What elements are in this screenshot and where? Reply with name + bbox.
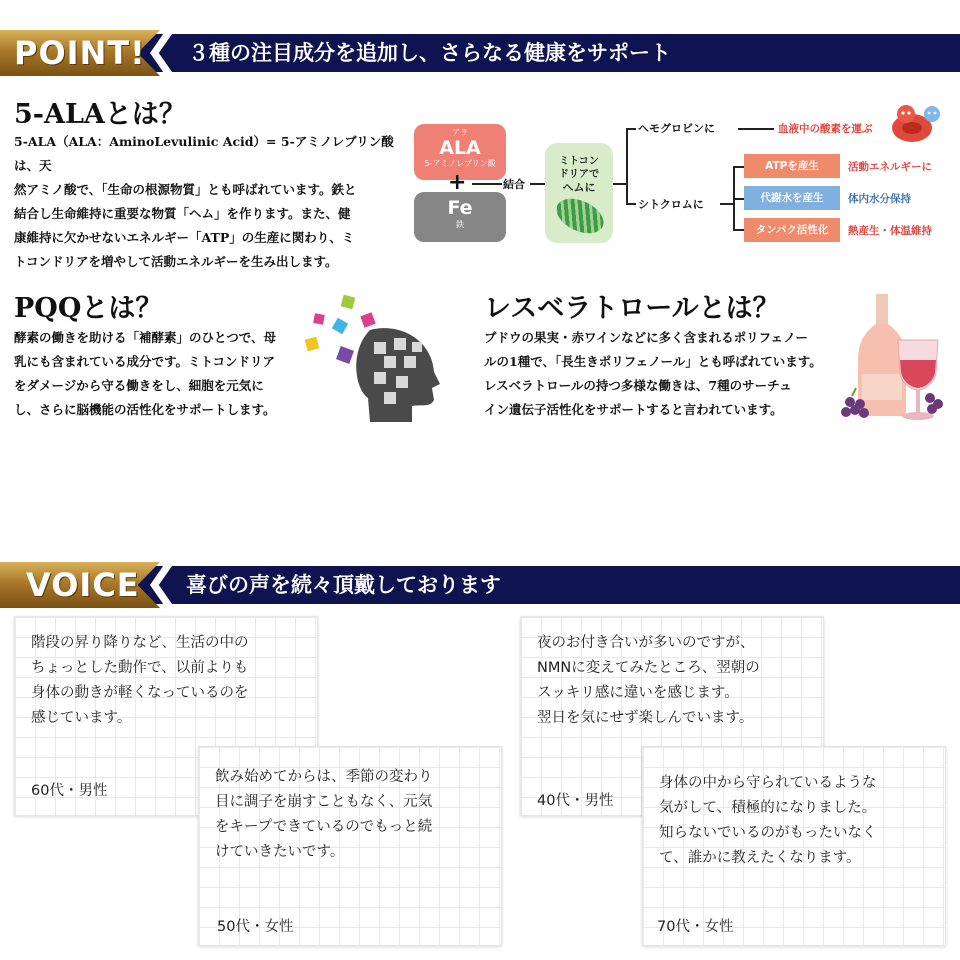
connector-line	[738, 128, 774, 130]
voice-title: 喜びの声を続々頂戴しております	[186, 572, 501, 597]
testimonial-line: 階段の昇り降りなど、生活の中の	[31, 635, 249, 651]
testimonial-line: 身体の中から守られているような	[659, 775, 877, 791]
ala-body-line: 然アミノ酸で、「生命の根源物質」とも呼ばれています。鉄と	[14, 182, 357, 197]
resveratrol-body-line: ルの1種で、「長生きポリフェノール」とも呼ばれています。	[484, 354, 822, 369]
connector-line	[626, 128, 628, 204]
fe-box	[414, 192, 506, 242]
testimonial-line: をキープできているのでもっと続	[215, 819, 433, 835]
testimonial-line: ちょっとした動作で、以前よりも	[31, 660, 249, 676]
mito-line: ミトコン	[559, 156, 599, 167]
output-effect-energy: 活動エネルギーに	[848, 161, 932, 173]
pqq-heading: PQQとは？	[14, 293, 163, 324]
testimonial-line: 翌日を気にせず楽しんでいます。	[537, 710, 754, 726]
resveratrol-body-line: レスベラトロールの持つ多様な働きは、7種のサーチュ	[484, 378, 792, 393]
fe-sub: 鉄	[456, 220, 464, 229]
connector-line	[472, 183, 502, 185]
testimonial-age: 70代・女性	[657, 919, 734, 935]
blood-cell-icon	[884, 100, 946, 146]
wine-bottle-glass-icon	[838, 290, 950, 424]
output-pill-protein: タンパク活性化	[744, 218, 840, 242]
testimonial-line: NMNに変えてみたところ、翌朝の	[537, 660, 760, 676]
mito-line: ヘムに	[562, 181, 596, 194]
testimonial-age: 60代・男性	[31, 783, 108, 799]
testimonial-line: 夜のお付き合いが多いのですが、	[537, 635, 755, 651]
mitochondria-box	[545, 143, 613, 243]
resveratrol-body	[484, 326, 844, 422]
ala-name: ALA	[439, 137, 481, 159]
resveratrol-body-line: ブドウの果実・赤ワインなどに多く含まれるポリフェノー	[484, 330, 808, 345]
testimonial-line: 知らないでいるのがもったいなく	[659, 825, 877, 841]
testimonial-line: けていきたいです。	[215, 844, 345, 860]
ala-body-line: 結合し生命維持に重要な物質「ヘム」を作ります。また、健	[14, 206, 351, 221]
testimonial-line: 身体の動きが軽くなっているのを	[31, 685, 249, 701]
output-effect-water: 体内水分保持	[848, 193, 911, 205]
testimonial-text	[659, 771, 939, 871]
ala-heading: 5-ALAとは？	[14, 99, 186, 130]
mito-text	[545, 155, 613, 194]
testimonial-age: 40代・男性	[537, 793, 614, 809]
testimonial-card	[642, 746, 946, 946]
puzzle-head-icon	[300, 292, 450, 426]
ala-body-line: 5-ALA（ALA：AminoLevulinic Acid）= 5-アミノレブリン酸は、天	[14, 134, 394, 173]
cytochrome-label: シトクロムに	[638, 198, 704, 211]
connector-line	[720, 203, 734, 205]
bind-label: 結合	[503, 178, 525, 191]
testimonial-line: 目に調子を崩すこともなく、元気	[215, 794, 433, 810]
ala-body-line: 康維持に欠かせないエネルギー「ATP」の生産に関わり、ミ	[14, 230, 355, 245]
resveratrol-body-line: イン遺伝子活性化をサポートすると言われています。	[484, 402, 783, 417]
mito-line: ドリアで	[558, 169, 600, 180]
point-badge: POINT!	[14, 34, 146, 72]
pqq-body-line: し、さらに脳機能の活性化をサポートします。	[14, 402, 276, 417]
voice-banner	[0, 562, 960, 608]
connector-line	[530, 183, 545, 185]
connector-line	[626, 203, 636, 205]
testimonial-card	[198, 746, 502, 946]
hemoglobin-label: ヘモグロビンに	[638, 122, 715, 135]
resveratrol-heading: レスベラトロールとは？	[484, 293, 780, 324]
mitochondria-icon	[551, 192, 609, 240]
point-title: ３種の注目成分を追加し、さらなる健康をサポート	[188, 40, 671, 65]
voice-badge: VOICE	[26, 566, 140, 604]
testimonial-age: 50代・女性	[217, 919, 294, 935]
pqq-body-line: 乳にも含まれている成分です。ミトコンドリア	[14, 354, 276, 369]
connector-line	[613, 183, 627, 185]
testimonial-text	[537, 631, 817, 731]
point-banner	[0, 30, 960, 76]
testimonial-text	[215, 765, 495, 865]
testimonial-line: て、誰かに教えたくなります。	[659, 850, 861, 866]
testimonial-line: スッキリ感に違いを感じます。	[537, 685, 739, 701]
testimonial-line: 気がして、積極的になりました。	[659, 800, 877, 816]
plus-sign: +	[448, 170, 467, 195]
ala-body	[14, 130, 394, 274]
connector-line	[626, 128, 636, 130]
ala-sub: 5-アミノレブリン酸	[424, 159, 496, 168]
ala-ruby: アラ	[452, 128, 468, 137]
output-pill-atp: ATPを産生	[744, 154, 840, 178]
pqq-body-line: 酵素の働きを助ける「補酵素」のひとつで、母	[14, 330, 277, 345]
testimonial-line: 飲み始めてからは、季節の変わり	[215, 769, 433, 785]
output-effect-heat: 熱産生・体温維持	[848, 225, 932, 237]
pqq-body-line: をダメージから守る働きをし、細胞を元気に	[14, 378, 264, 393]
testimonial-line: 感じています。	[31, 710, 132, 726]
ala-body-line: トコンドリアを増やして活動エネルギーを生み出します。	[14, 254, 338, 269]
connector-line	[733, 198, 744, 200]
fe-name: Fe	[447, 197, 473, 219]
output-pill-water: 代謝水を産生	[744, 186, 840, 210]
connector-line	[733, 229, 744, 231]
hemoglobin-role: 血液中の酸素を運ぶ	[778, 123, 873, 135]
testimonial-text	[31, 631, 311, 731]
pqq-body	[14, 326, 304, 422]
connector-line	[733, 166, 744, 168]
